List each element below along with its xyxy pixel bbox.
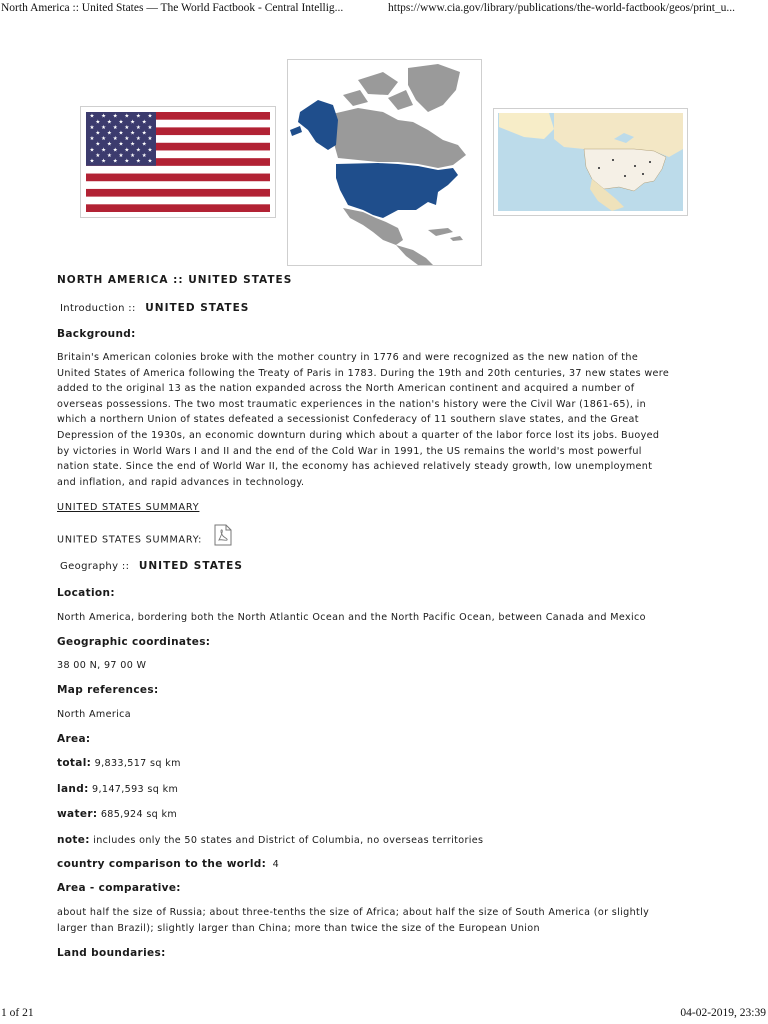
svg-text:★: ★ [101, 158, 107, 165]
area-comparative-label: Area - comparative: [57, 882, 181, 894]
flag-image[interactable] [80, 106, 276, 218]
coordinates-label: Geographic coordinates: [57, 636, 211, 648]
print-header [0, 0, 768, 18]
svg-text:★: ★ [147, 158, 153, 165]
svg-text:★: ★ [147, 147, 153, 154]
us-flag-graphic [81, 107, 275, 217]
svg-text:★: ★ [112, 113, 118, 120]
svg-text:★: ★ [112, 124, 118, 131]
svg-text:★: ★ [118, 119, 124, 126]
svg-text:★: ★ [95, 119, 101, 126]
summary-pdf-row [57, 524, 232, 550]
svg-text:★: ★ [130, 141, 136, 148]
print-footer [0, 1004, 768, 1024]
north-america-locator-map [288, 60, 481, 265]
svg-text:★: ★ [124, 113, 130, 120]
svg-text:★: ★ [135, 147, 141, 154]
svg-text:★: ★ [124, 136, 130, 143]
summary-pdf-label: UNITED STATES SUMMARY: [57, 534, 203, 546]
area-land-value: 9,147,593 sq km [92, 784, 179, 795]
background-text [57, 350, 717, 490]
area-note-label: note: [57, 834, 90, 846]
area-comparison [57, 858, 279, 870]
area-total [57, 757, 181, 769]
us-reference-map [494, 109, 687, 215]
background-line: Depression of the 1930s, an economic downturn during which about a quarter of the labor force lost its jobs. Buoyed [57, 429, 660, 441]
svg-text:★: ★ [89, 124, 95, 131]
svg-text:★: ★ [101, 113, 107, 120]
background-line: United States of America following the Treaty of Paris in 1783. During the 19th and 20th centuries, 37 new states were [57, 367, 670, 379]
reference-map-image[interactable] [493, 108, 688, 216]
svg-text:★: ★ [147, 113, 153, 120]
svg-text:★: ★ [135, 136, 141, 143]
svg-text:★: ★ [147, 136, 153, 143]
print-datetime: 04-02-2019, 23:39 [680, 1007, 766, 1019]
area-water [57, 808, 177, 820]
svg-text:★: ★ [89, 113, 95, 120]
coordinates-value: 38 00 N, 97 00 W [57, 660, 147, 671]
svg-text:★: ★ [101, 147, 107, 154]
area-comparison-value: 4 [272, 859, 280, 870]
svg-text:★: ★ [130, 130, 136, 137]
svg-text:★: ★ [118, 152, 124, 159]
area-comparative-text [57, 905, 717, 936]
background-line: added to the original 13 as the nation expanded across the North American continent and acquired a number of [57, 383, 635, 395]
background-line: by victories in World Wars I and II and the end of the Cold War in 1991, the US remains the world's most powerful [57, 445, 642, 457]
map-references-label: Map references: [57, 684, 159, 696]
area-comparison-label: country comparison to the world: [57, 858, 267, 870]
svg-text:★: ★ [112, 136, 118, 143]
background-line: Britain's American colonies broke with the mother country in 1776 and were recognized as the new nation of the [57, 352, 639, 363]
location-label: Location: [57, 587, 115, 599]
svg-text:★: ★ [101, 124, 107, 131]
area-comparative-line: about half the size of Russia; about three-tenths the size of Africa; about half the size of South America (or slightly [57, 907, 650, 918]
section-country: UNITED STATES [145, 302, 250, 314]
section-country: UNITED STATES [138, 560, 243, 572]
svg-text:★: ★ [141, 152, 147, 159]
svg-text:★: ★ [141, 119, 147, 126]
area-land [57, 783, 178, 795]
area-note-value: includes only the 50 states and District of Columbia, no overseas territories [93, 835, 484, 846]
summary-link[interactable]: UNITED STATES SUMMARY [57, 502, 200, 513]
area-note [57, 834, 483, 846]
background-line: which a northern Union of states defeated a secessionist Confederacy of 11 southern slave states, and the Great [57, 414, 639, 426]
svg-text:★: ★ [89, 147, 95, 154]
background-line: and inflation, and rapid advances in technology. [57, 476, 305, 488]
svg-text:★: ★ [112, 147, 118, 154]
svg-text:★: ★ [130, 152, 136, 159]
svg-text:★: ★ [135, 124, 141, 131]
svg-text:★: ★ [106, 141, 112, 148]
introduction-section-header[interactable] [60, 302, 249, 314]
svg-text:★: ★ [141, 130, 147, 137]
svg-text:★: ★ [95, 152, 101, 159]
area-label: Area: [57, 733, 91, 745]
background-label: Background: [57, 328, 136, 340]
svg-text:★: ★ [89, 158, 95, 165]
background-line: overseas possessions. The two most traumatic experiences in the nation's history were the Civil War (1861-65), in [57, 398, 647, 410]
area-comparative-line: larger than Brazil); slightly larger than China; more than twice the size of the European Union [57, 922, 540, 934]
svg-text:★: ★ [124, 158, 130, 165]
area-water-value: 685,924 sq km [100, 809, 178, 820]
background-line: nation state. Since the end of World War II, the economy has achieved relatively steady growth, low unemployment [57, 461, 653, 473]
area-total-label: total: [57, 757, 92, 769]
geography-section-header[interactable] [60, 560, 243, 572]
page-number: 1 of 21 [1, 1007, 34, 1019]
svg-text:★: ★ [101, 136, 107, 143]
svg-text:★: ★ [95, 130, 101, 137]
area-water-label: water: [57, 808, 98, 820]
section-label: Introduction :: [60, 303, 136, 314]
svg-text:★: ★ [118, 130, 124, 137]
svg-text:★: ★ [135, 113, 141, 120]
svg-text:★: ★ [89, 136, 95, 143]
svg-text:★: ★ [95, 141, 101, 148]
page-title: NORTH AMERICA :: UNITED STATES [57, 274, 293, 286]
pdf-icon[interactable] [214, 524, 232, 555]
svg-text:★: ★ [118, 141, 124, 148]
area-total-value: 9,833,517 sq km [94, 758, 181, 769]
svg-text:★: ★ [106, 152, 112, 159]
map-references-value: North America [57, 709, 132, 720]
svg-text:★: ★ [147, 124, 153, 131]
area-land-label: land: [57, 783, 89, 795]
svg-text:★: ★ [141, 141, 147, 148]
svg-text:★: ★ [106, 119, 112, 126]
svg-text:★: ★ [135, 158, 141, 165]
svg-text:★: ★ [124, 124, 130, 131]
locator-map-image[interactable] [287, 59, 482, 266]
location-value: North America, bordering both the North Atlantic Ocean and the North Pacific Ocean, between Canada and Mexico [57, 612, 646, 623]
land-boundaries-label: Land boundaries: [57, 947, 166, 959]
page-header-url[interactable]: https://www.cia.gov/library/publications/the-world-factbook/geos/print_u... [388, 2, 736, 14]
svg-text:★: ★ [130, 119, 136, 126]
page-header-title: North America :: United States — The World Factbook - Central Intellig... [1, 2, 344, 14]
svg-text:★: ★ [124, 147, 130, 154]
section-label: Geography :: [60, 561, 130, 572]
svg-text:★: ★ [112, 158, 118, 165]
svg-text:★: ★ [106, 130, 112, 137]
